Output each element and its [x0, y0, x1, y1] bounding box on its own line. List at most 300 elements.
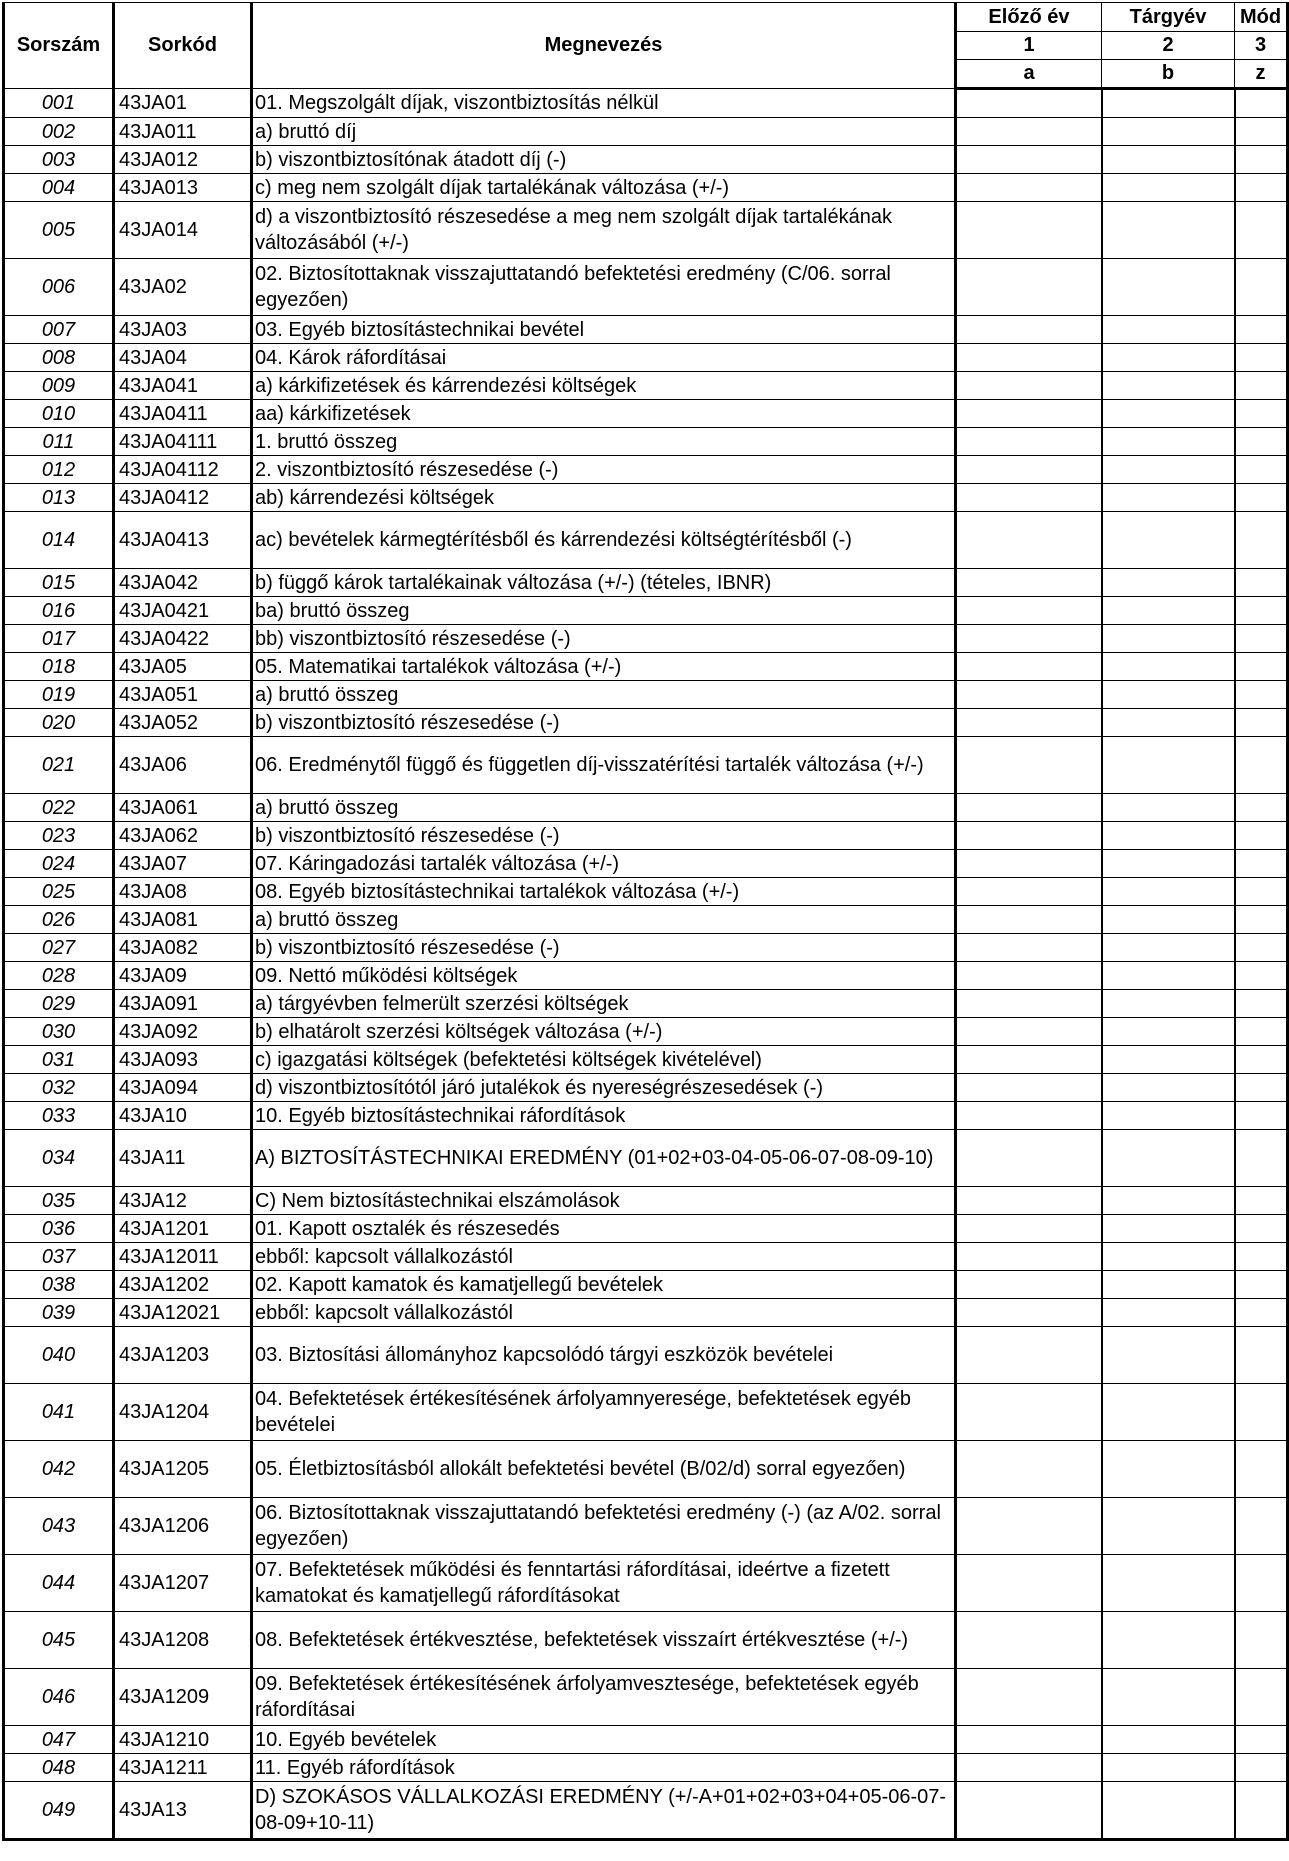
value-cell-mod[interactable]: [1235, 118, 1288, 146]
value-cell-targyev[interactable]: [1102, 597, 1235, 625]
row-number: 039: [4, 1299, 114, 1327]
value-cell-targyev[interactable]: [1102, 259, 1235, 316]
row-number: 030: [4, 1018, 114, 1046]
value-cell-targyev[interactable]: [1102, 653, 1235, 681]
table-row: [4, 1299, 1288, 1327]
value-cell-mod[interactable]: [1235, 1441, 1288, 1498]
value-cell-targyev[interactable]: [1102, 1271, 1235, 1299]
value-cell-targyev[interactable]: [1102, 934, 1235, 962]
row-number: 026: [4, 906, 114, 934]
value-cell-mod[interactable]: [1235, 259, 1288, 316]
value-cell-targyev[interactable]: [1102, 512, 1235, 569]
value-cell-mod[interactable]: [1235, 822, 1288, 850]
table-row: [4, 1102, 1288, 1130]
value-cell-elozo-ev[interactable]: [956, 1074, 1102, 1102]
row-name: 05. Életbiztosításból allokált befektetési bevétel (B/02/d) sorral egyezően): [252, 1441, 956, 1498]
value-cell-mod[interactable]: [1235, 1102, 1288, 1130]
table-row: [4, 1782, 1288, 1840]
header-sorkod: Sorkód: [114, 3, 252, 89]
value-cell-mod[interactable]: [1235, 372, 1288, 400]
table-row: [4, 1327, 1288, 1384]
value-cell-elozo-ev[interactable]: [956, 174, 1102, 202]
value-cell-mod[interactable]: [1235, 1187, 1288, 1215]
value-cell-targyev[interactable]: [1102, 1130, 1235, 1187]
row-number: 014: [4, 512, 114, 569]
value-cell-elozo-ev[interactable]: [956, 1384, 1102, 1441]
value-cell-targyev[interactable]: [1102, 1441, 1235, 1498]
table-row: [4, 569, 1288, 597]
value-cell-mod[interactable]: [1235, 174, 1288, 202]
value-cell-mod[interactable]: [1235, 962, 1288, 990]
value-cell-mod[interactable]: [1235, 1046, 1288, 1074]
value-cell-targyev[interactable]: [1102, 822, 1235, 850]
value-cell-mod[interactable]: [1235, 1612, 1288, 1669]
row-name: d) a viszontbiztosító részesedése a meg nem szolgált díjak tartalékának változásából (+/-): [252, 202, 956, 259]
value-cell-elozo-ev[interactable]: [956, 597, 1102, 625]
row-name: 06. Eredménytől függő és független díj-visszatérítési tartalék változása (+/-): [252, 737, 956, 794]
value-cell-elozo-ev[interactable]: [956, 1669, 1102, 1726]
value-cell-elozo-ev[interactable]: [956, 118, 1102, 146]
value-cell-mod[interactable]: [1235, 1271, 1288, 1299]
table-row: [4, 202, 1288, 259]
row-name: 09. Nettó működési költségek: [252, 962, 956, 990]
value-cell-mod[interactable]: [1235, 1498, 1288, 1555]
row-name: ab) kárrendezési költségek: [252, 484, 956, 512]
value-cell-targyev[interactable]: [1102, 1018, 1235, 1046]
row-number: 010: [4, 400, 114, 428]
value-cell-mod[interactable]: [1235, 1327, 1288, 1384]
value-cell-elozo-ev[interactable]: [956, 1498, 1102, 1555]
value-cell-targyev[interactable]: [1102, 1327, 1235, 1384]
row-code: 43JA09: [114, 962, 252, 990]
value-cell-targyev[interactable]: [1102, 118, 1235, 146]
row-number: 013: [4, 484, 114, 512]
row-code: 43JA1210: [114, 1726, 252, 1754]
row-code: 43JA12: [114, 1187, 252, 1215]
value-cell-elozo-ev[interactable]: [956, 962, 1102, 990]
row-code: 43JA0412: [114, 484, 252, 512]
value-cell-targyev[interactable]: [1102, 1669, 1235, 1726]
header-col2-title: Tárgyév: [1102, 3, 1235, 32]
row-name: 04. Befektetések értékesítésének árfolyamnyeresége, befektetések egyéb bevételei: [252, 1384, 956, 1441]
value-cell-elozo-ev[interactable]: [956, 850, 1102, 878]
row-number: 047: [4, 1726, 114, 1754]
value-cell-mod[interactable]: [1235, 1299, 1288, 1327]
value-cell-targyev[interactable]: [1102, 1782, 1235, 1840]
row-name: aa) kárkifizetések: [252, 400, 956, 428]
row-number: 003: [4, 146, 114, 174]
value-cell-targyev[interactable]: [1102, 906, 1235, 934]
value-cell-elozo-ev[interactable]: [956, 1243, 1102, 1271]
table-row: [4, 794, 1288, 822]
row-number: 044: [4, 1555, 114, 1612]
value-cell-targyev[interactable]: [1102, 146, 1235, 174]
row-name: 10. Egyéb biztosítástechnikai ráfordítások: [252, 1102, 956, 1130]
row-number: 049: [4, 1782, 114, 1840]
report-table: [2, 2, 1289, 1841]
row-name: 05. Matematikai tartalékok változása (+/-): [252, 653, 956, 681]
report-sheet: [2, 2, 1286, 1841]
value-cell-elozo-ev[interactable]: [956, 1130, 1102, 1187]
table-row: [4, 962, 1288, 990]
value-cell-elozo-ev[interactable]: [956, 400, 1102, 428]
row-name: c) igazgatási költségek (befektetési költségek kivételével): [252, 1046, 956, 1074]
row-number: 027: [4, 934, 114, 962]
value-cell-elozo-ev[interactable]: [956, 625, 1102, 653]
value-cell-elozo-ev[interactable]: [956, 1555, 1102, 1612]
row-name: bb) viszontbiztosító részesedése (-): [252, 625, 956, 653]
value-cell-elozo-ev[interactable]: [956, 1018, 1102, 1046]
row-number: 046: [4, 1669, 114, 1726]
table-row: [4, 625, 1288, 653]
table-row: [4, 1074, 1288, 1102]
value-cell-targyev[interactable]: [1102, 202, 1235, 259]
row-name: 08. Egyéb biztosítástechnikai tartalékok változása (+/-): [252, 878, 956, 906]
value-cell-mod[interactable]: [1235, 316, 1288, 344]
table-row: [4, 1130, 1288, 1187]
table-row: [4, 1384, 1288, 1441]
row-number: 036: [4, 1215, 114, 1243]
value-cell-targyev[interactable]: [1102, 737, 1235, 794]
value-cell-targyev[interactable]: [1102, 1299, 1235, 1327]
value-cell-elozo-ev[interactable]: [956, 372, 1102, 400]
value-cell-mod[interactable]: [1235, 400, 1288, 428]
value-cell-targyev[interactable]: [1102, 990, 1235, 1018]
value-cell-mod[interactable]: [1235, 653, 1288, 681]
row-name: ba) bruttó összeg: [252, 597, 956, 625]
row-code: 43JA082: [114, 934, 252, 962]
value-cell-mod[interactable]: [1235, 681, 1288, 709]
row-name: b) viszontbiztosító részesedése (-): [252, 934, 956, 962]
value-cell-mod[interactable]: [1235, 625, 1288, 653]
value-cell-elozo-ev[interactable]: [956, 934, 1102, 962]
row-name: 08. Befektetések értékvesztése, befektetések visszaírt értékvesztése (+/-): [252, 1612, 956, 1669]
row-number: 038: [4, 1271, 114, 1299]
value-cell-mod[interactable]: [1235, 1074, 1288, 1102]
value-cell-elozo-ev[interactable]: [956, 1046, 1102, 1074]
row-number: 029: [4, 990, 114, 1018]
table-row: [4, 737, 1288, 794]
value-cell-targyev[interactable]: [1102, 1498, 1235, 1555]
table-row: [4, 1271, 1288, 1299]
header-col1-letter: a: [956, 60, 1102, 89]
row-number: 007: [4, 316, 114, 344]
value-cell-mod[interactable]: [1235, 1754, 1288, 1782]
value-cell-elozo-ev[interactable]: [956, 681, 1102, 709]
value-cell-mod[interactable]: [1235, 146, 1288, 174]
row-number: 006: [4, 259, 114, 316]
row-code: 43JA1206: [114, 1498, 252, 1555]
row-code: 43JA091: [114, 990, 252, 1018]
value-cell-mod[interactable]: [1235, 1669, 1288, 1726]
value-cell-mod[interactable]: [1235, 344, 1288, 372]
value-cell-targyev[interactable]: [1102, 625, 1235, 653]
row-code: 43JA1207: [114, 1555, 252, 1612]
value-cell-elozo-ev[interactable]: [956, 456, 1102, 484]
row-name: 07. Befektetések működési és fenntartási ráfordításai, ideértve a fizetett kamatokat és kamatjellegű ráfordításokat: [252, 1555, 956, 1612]
row-number: 037: [4, 1243, 114, 1271]
header-col1-num: 1: [956, 32, 1102, 60]
row-name: a) bruttó díj: [252, 118, 956, 146]
row-name: 07. Káringadozási tartalék változása (+/-): [252, 850, 956, 878]
table-row: [4, 1046, 1288, 1074]
value-cell-targyev[interactable]: [1102, 1612, 1235, 1669]
value-cell-mod[interactable]: [1235, 484, 1288, 512]
value-cell-elozo-ev[interactable]: [956, 906, 1102, 934]
value-cell-targyev[interactable]: [1102, 569, 1235, 597]
value-cell-elozo-ev[interactable]: [956, 1441, 1102, 1498]
table-row: [4, 1498, 1288, 1555]
row-name: c) meg nem szolgált díjak tartalékának változása (+/-): [252, 174, 956, 202]
row-number: 031: [4, 1046, 114, 1074]
value-cell-mod[interactable]: [1235, 1726, 1288, 1754]
value-cell-targyev[interactable]: [1102, 1074, 1235, 1102]
row-number: 048: [4, 1754, 114, 1782]
value-cell-elozo-ev[interactable]: [956, 1754, 1102, 1782]
row-number: 021: [4, 737, 114, 794]
row-name: 01. Megszolgált díjak, viszontbiztosítás nélkül: [252, 89, 956, 118]
table-row: [4, 1555, 1288, 1612]
value-cell-mod[interactable]: [1235, 906, 1288, 934]
value-cell-elozo-ev[interactable]: [956, 484, 1102, 512]
value-cell-elozo-ev[interactable]: [956, 709, 1102, 737]
value-cell-elozo-ev[interactable]: [956, 653, 1102, 681]
row-code: 43JA041: [114, 372, 252, 400]
value-cell-elozo-ev[interactable]: [956, 1271, 1102, 1299]
value-cell-targyev[interactable]: [1102, 962, 1235, 990]
row-code: 43JA13: [114, 1782, 252, 1840]
row-number: 024: [4, 850, 114, 878]
value-cell-elozo-ev[interactable]: [956, 1299, 1102, 1327]
value-cell-elozo-ev[interactable]: [956, 990, 1102, 1018]
table-row: [4, 316, 1288, 344]
row-code: 43JA094: [114, 1074, 252, 1102]
row-name: ac) bevételek kármegtérítésből és kárrendezési költségtérítésből (-): [252, 512, 956, 569]
value-cell-elozo-ev[interactable]: [956, 89, 1102, 118]
value-cell-elozo-ev[interactable]: [956, 794, 1102, 822]
row-number: 035: [4, 1187, 114, 1215]
value-cell-targyev[interactable]: [1102, 1046, 1235, 1074]
value-cell-elozo-ev[interactable]: [956, 1612, 1102, 1669]
row-code: 43JA012: [114, 146, 252, 174]
value-cell-elozo-ev[interactable]: [956, 428, 1102, 456]
row-name: 02. Biztosítottaknak visszajuttatandó befektetési eredmény (C/06. sorral egyezően): [252, 259, 956, 316]
value-cell-targyev[interactable]: [1102, 372, 1235, 400]
value-cell-mod[interactable]: [1235, 850, 1288, 878]
row-name: b) elhatárolt szerzési költségek változása (+/-): [252, 1018, 956, 1046]
row-name: 1. bruttó összeg: [252, 428, 956, 456]
value-cell-mod[interactable]: [1235, 990, 1288, 1018]
value-cell-elozo-ev[interactable]: [956, 316, 1102, 344]
value-cell-targyev[interactable]: [1102, 1215, 1235, 1243]
row-code: 43JA11: [114, 1130, 252, 1187]
value-cell-elozo-ev[interactable]: [956, 878, 1102, 906]
value-cell-targyev[interactable]: [1102, 428, 1235, 456]
value-cell-mod[interactable]: [1235, 1782, 1288, 1840]
row-code: 43JA0411: [114, 400, 252, 428]
table-row: [4, 400, 1288, 428]
value-cell-elozo-ev[interactable]: [956, 569, 1102, 597]
row-code: 43JA1204: [114, 1384, 252, 1441]
value-cell-elozo-ev[interactable]: [956, 1726, 1102, 1754]
value-cell-mod[interactable]: [1235, 1130, 1288, 1187]
row-code: 43JA1201: [114, 1215, 252, 1243]
row-name: ebből: kapcsolt vállalkozástól: [252, 1243, 956, 1271]
value-cell-elozo-ev[interactable]: [956, 259, 1102, 316]
row-name: a) tárgyévben felmerült szerzési költségek: [252, 990, 956, 1018]
row-code: 43JA051: [114, 681, 252, 709]
value-cell-elozo-ev[interactable]: [956, 822, 1102, 850]
row-code: 43JA052: [114, 709, 252, 737]
value-cell-targyev[interactable]: [1102, 174, 1235, 202]
table-body: [4, 89, 1288, 1840]
value-cell-elozo-ev[interactable]: [956, 512, 1102, 569]
value-cell-elozo-ev[interactable]: [956, 1782, 1102, 1840]
row-number: 019: [4, 681, 114, 709]
table-row: [4, 597, 1288, 625]
value-cell-mod[interactable]: [1235, 428, 1288, 456]
value-cell-elozo-ev[interactable]: [956, 1215, 1102, 1243]
table-row: [4, 146, 1288, 174]
value-cell-elozo-ev[interactable]: [956, 1102, 1102, 1130]
value-cell-mod[interactable]: [1235, 1555, 1288, 1612]
row-name: d) viszontbiztosítótól járó jutalékok és nyereségrészesedések (-): [252, 1074, 956, 1102]
value-cell-mod[interactable]: [1235, 597, 1288, 625]
row-code: 43JA05: [114, 653, 252, 681]
value-cell-targyev[interactable]: [1102, 316, 1235, 344]
table-row: [4, 484, 1288, 512]
table-row: [4, 850, 1288, 878]
value-cell-mod[interactable]: [1235, 794, 1288, 822]
value-cell-mod[interactable]: [1235, 569, 1288, 597]
value-cell-targyev[interactable]: [1102, 1384, 1235, 1441]
value-cell-elozo-ev[interactable]: [956, 146, 1102, 174]
table-row: [4, 1018, 1288, 1046]
table-row: [4, 990, 1288, 1018]
row-number: 023: [4, 822, 114, 850]
value-cell-mod[interactable]: [1235, 1384, 1288, 1441]
row-name: 10. Egyéb bevételek: [252, 1726, 956, 1754]
value-cell-mod[interactable]: [1235, 1018, 1288, 1046]
value-cell-mod[interactable]: [1235, 512, 1288, 569]
table-row: [4, 372, 1288, 400]
value-cell-targyev[interactable]: [1102, 1555, 1235, 1612]
value-cell-elozo-ev[interactable]: [956, 202, 1102, 259]
table-row: [4, 1726, 1288, 1754]
row-code: 43JA12011: [114, 1243, 252, 1271]
value-cell-targyev[interactable]: [1102, 1187, 1235, 1215]
row-name: a) bruttó összeg: [252, 681, 956, 709]
row-number: 018: [4, 653, 114, 681]
row-name: 11. Egyéb ráfordítások: [252, 1754, 956, 1782]
row-code: 43JA10: [114, 1102, 252, 1130]
row-code: 43JA0421: [114, 597, 252, 625]
row-name: 03. Egyéb biztosítástechnikai bevétel: [252, 316, 956, 344]
table-row: [4, 681, 1288, 709]
row-name: a) bruttó összeg: [252, 794, 956, 822]
value-cell-targyev[interactable]: [1102, 878, 1235, 906]
value-cell-targyev[interactable]: [1102, 850, 1235, 878]
row-code: 43JA02: [114, 259, 252, 316]
value-cell-targyev[interactable]: [1102, 1754, 1235, 1782]
table-row: [4, 89, 1288, 118]
table-row: [4, 906, 1288, 934]
row-code: 43JA092: [114, 1018, 252, 1046]
value-cell-mod[interactable]: [1235, 456, 1288, 484]
row-name: 02. Kapott kamatok és kamatjellegű bevételek: [252, 1271, 956, 1299]
row-code: 43JA1202: [114, 1271, 252, 1299]
row-code: 43JA04111: [114, 428, 252, 456]
table-row: [4, 344, 1288, 372]
table-header: [4, 3, 1288, 89]
value-cell-elozo-ev[interactable]: [956, 1187, 1102, 1215]
table-row: [4, 1215, 1288, 1243]
value-cell-elozo-ev[interactable]: [956, 344, 1102, 372]
value-cell-mod[interactable]: [1235, 89, 1288, 118]
value-cell-targyev[interactable]: [1102, 709, 1235, 737]
row-code: 43JA1203: [114, 1327, 252, 1384]
row-code: 43JA014: [114, 202, 252, 259]
row-name: b) viszontbiztosítónak átadott díj (-): [252, 146, 956, 174]
value-cell-mod[interactable]: [1235, 737, 1288, 794]
value-cell-targyev[interactable]: [1102, 681, 1235, 709]
value-cell-elozo-ev[interactable]: [956, 1327, 1102, 1384]
value-cell-targyev[interactable]: [1102, 400, 1235, 428]
row-code: 43JA1205: [114, 1441, 252, 1498]
row-code: 43JA01: [114, 89, 252, 118]
row-number: 020: [4, 709, 114, 737]
row-name: 2. viszontbiztosító részesedése (-): [252, 456, 956, 484]
value-cell-mod[interactable]: [1235, 878, 1288, 906]
value-cell-mod[interactable]: [1235, 1215, 1288, 1243]
header-col2-num: 2: [1102, 32, 1235, 60]
value-cell-mod[interactable]: [1235, 202, 1288, 259]
row-number: 033: [4, 1102, 114, 1130]
header-col3-num: 3: [1235, 32, 1288, 60]
row-name: A) BIZTOSÍTÁSTECHNIKAI EREDMÉNY (01+02+03-04-05-06-07-08-09-10): [252, 1130, 956, 1187]
table-row: [4, 878, 1288, 906]
value-cell-targyev[interactable]: [1102, 484, 1235, 512]
value-cell-elozo-ev[interactable]: [956, 737, 1102, 794]
table-row: [4, 1187, 1288, 1215]
value-cell-targyev[interactable]: [1102, 1243, 1235, 1271]
value-cell-mod[interactable]: [1235, 709, 1288, 737]
row-code: 43JA04: [114, 344, 252, 372]
value-cell-targyev[interactable]: [1102, 456, 1235, 484]
header-col1-title: Előző év: [956, 3, 1102, 32]
value-cell-targyev[interactable]: [1102, 794, 1235, 822]
table-row: [4, 709, 1288, 737]
value-cell-targyev[interactable]: [1102, 1102, 1235, 1130]
table-row: [4, 1669, 1288, 1726]
row-number: 015: [4, 569, 114, 597]
table-row: [4, 934, 1288, 962]
value-cell-targyev[interactable]: [1102, 344, 1235, 372]
table-row: [4, 259, 1288, 316]
value-cell-mod[interactable]: [1235, 934, 1288, 962]
header-megnevezes: Megnevezés: [252, 3, 956, 89]
row-name: 09. Befektetések értékesítésének árfolyamvesztesége, befektetések egyéb ráfordításai: [252, 1669, 956, 1726]
value-cell-mod[interactable]: [1235, 1243, 1288, 1271]
row-number: 011: [4, 428, 114, 456]
value-cell-targyev[interactable]: [1102, 1726, 1235, 1754]
table-row: [4, 653, 1288, 681]
row-number: 043: [4, 1498, 114, 1555]
value-cell-targyev[interactable]: [1102, 89, 1235, 118]
row-name: a) bruttó összeg: [252, 906, 956, 934]
row-code: 43JA06: [114, 737, 252, 794]
row-code: 43JA062: [114, 822, 252, 850]
